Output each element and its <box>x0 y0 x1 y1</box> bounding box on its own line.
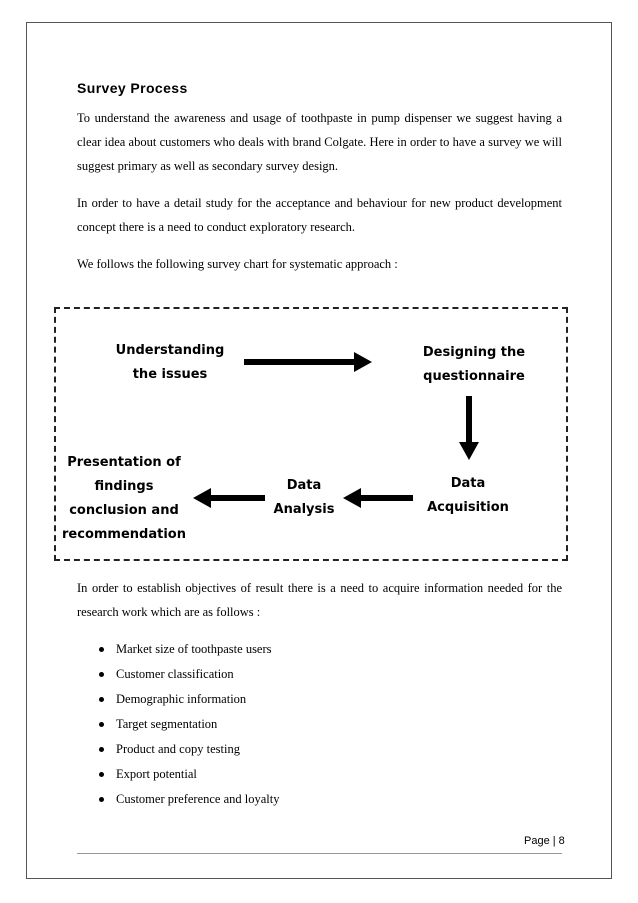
arrow-left-icon <box>193 488 265 508</box>
objectives-list <box>97 637 279 812</box>
footer-divider <box>77 853 562 854</box>
node-acquisition-line2: Acquisition <box>427 500 509 515</box>
node-understanding-line2: the issues <box>132 367 208 382</box>
research-paragraph: In order to have a detail study for the acceptance and behaviour for new product development concept there is a need to conduct exploratory research. <box>77 196 562 234</box>
list-item: Market size of toothpaste users <box>97 637 279 662</box>
list-item: Export potential <box>97 762 279 787</box>
node-presentation <box>56 451 192 547</box>
list-item: Target segmentation <box>97 712 279 737</box>
list-item: Customer classification <box>97 662 279 687</box>
objectives-intro: In order to establish objectives of result there is a need to acquire information needed for the research work which are as follows : <box>77 581 562 619</box>
page-number: Page | 8 <box>524 835 565 847</box>
node-designing-line1: Designing the <box>422 345 526 360</box>
list-item: Demographic information <box>97 687 279 712</box>
node-analysis <box>254 474 354 522</box>
node-acquisition <box>398 472 538 520</box>
section-heading: Survey Process <box>77 80 188 96</box>
node-presentation-line3: conclusion and <box>69 503 179 518</box>
node-presentation-line2: findings <box>94 479 154 494</box>
list-item: Customer preference and loyalty <box>97 787 279 812</box>
node-understanding <box>100 339 240 387</box>
node-designing-line2: questionnaire <box>423 369 525 384</box>
node-acquisition-line1: Data <box>450 476 486 491</box>
list-item: Product and copy testing <box>97 737 279 762</box>
node-designing <box>404 341 544 389</box>
intro-paragraph: To understand the awareness and usage of toothpaste in pump dispenser we suggest having a clear idea about customers who deals with brand Colgate. Here in order to have a survey we will suggest primary as well as secondary survey design. <box>77 111 562 173</box>
chart-intro-paragraph: We follows the following survey chart for systematic approach : <box>77 257 398 271</box>
arrow-left-icon <box>343 488 413 508</box>
node-analysis-line1: Data <box>286 478 322 493</box>
arrow-right-icon <box>244 352 372 372</box>
node-presentation-line4: recommendation <box>62 527 186 542</box>
node-understanding-line1: Understanding <box>115 343 225 358</box>
node-analysis-line2: Analysis <box>273 502 335 517</box>
arrow-down-icon <box>459 396 479 460</box>
node-presentation-line1: Presentation of <box>67 455 181 470</box>
